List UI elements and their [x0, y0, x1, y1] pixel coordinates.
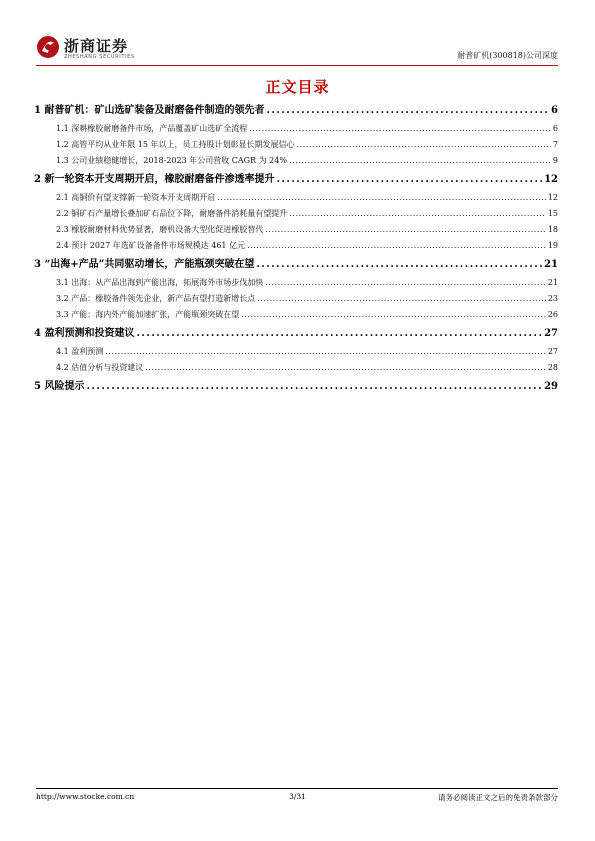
toc-leader-dots [145, 368, 546, 376]
toc-leader-dots [136, 334, 542, 344]
toc-entry-title: 2.4 预计 2027 年选矿设备备件市场规模达 461 亿元 [56, 241, 246, 250]
logo-subtitle: ZHESHANG SECURITIES [64, 54, 135, 60]
toc-entry-title: 1.2 高管平均从业年限 15 年以上，员工持股计划彰显长期发展信心 [56, 140, 295, 149]
toc-entry-page: 27 [547, 347, 558, 356]
toc-subsection[interactable] [56, 222, 558, 238]
toc-subsection[interactable] [56, 307, 558, 323]
toc-entry-title: 2.2 铜矿石产量增长叠加矿石品位下降，耐磨备件消耗量有望提升 [56, 209, 288, 218]
toc-entry-title: 4.1 盈利预测 [56, 347, 104, 356]
toc-entry-page: 7 [552, 140, 558, 149]
toc-subsection[interactable] [56, 206, 558, 222]
toc-entry-title: 1 耐普矿机：矿山选矿装备及耐磨备件制造的领先者 [34, 105, 265, 116]
logo-icon [36, 34, 60, 60]
toc-entry-page: 15 [547, 209, 558, 218]
toc-subsection[interactable] [56, 121, 558, 137]
toc-leader-dots [265, 230, 546, 238]
toc-subsection[interactable] [56, 190, 558, 206]
toc-leader-dots [247, 246, 546, 254]
toc-entry-page: 19 [547, 241, 558, 250]
toc-subsection[interactable] [56, 291, 558, 307]
report-label: 耐普矿机(300818)公司深度 [457, 51, 558, 60]
toc-leader-dots [297, 145, 551, 153]
toc-entry-title: 2.1 高铜价有望支撑新一轮资本开支周期开启 [56, 193, 216, 202]
toc-entry-page: 29 [544, 381, 558, 392]
toc-leader-dots [249, 129, 551, 137]
toc-subsection[interactable] [56, 137, 558, 153]
toc-entry-title: 2.3 橡胶耐磨材料优势显著，磨机设备大型化促进橡胶替代 [56, 225, 264, 234]
table-of-contents [34, 100, 558, 397]
company-logo [36, 32, 176, 66]
toc-section[interactable] [34, 100, 558, 121]
toc-entry-page: 21 [544, 259, 558, 270]
toc-subsection[interactable] [56, 153, 558, 169]
toc-entry-page: 6 [552, 124, 558, 133]
toc-section[interactable] [34, 169, 558, 190]
toc-title: 正文目录 [265, 78, 330, 96]
footer-divider [36, 788, 558, 789]
toc-entry-title: 3 “出海+产品”共同驱动增长，产能瓶颈突破在望 [34, 259, 255, 270]
toc-entry-page: 21 [547, 278, 558, 287]
toc-entry-title: 1.1 深耕橡胶耐磨备件市场，产品覆盖矿山选矿全流程 [56, 124, 248, 133]
toc-entry-title: 1.3 公司业绩稳健增长，2018-2023 年公司营收 CAGR 为 24% [56, 156, 287, 165]
toc-entry-title: 5 风险提示 [34, 381, 85, 392]
page-number: 3/31 [289, 792, 306, 801]
toc-entry-page: 18 [547, 225, 558, 234]
toc-entry-page: 12 [547, 193, 558, 202]
logo-text: 浙商证券 [64, 37, 129, 55]
toc-entry-page: 27 [544, 328, 558, 339]
toc-leader-dots [289, 161, 551, 169]
toc-leader-dots [265, 283, 546, 291]
toc-entry-title: 3.2 产品：橡胶备件领先企业，新产品有望打造新增长点 [56, 294, 256, 303]
toc-subsection[interactable] [56, 344, 558, 360]
header-divider [36, 65, 558, 66]
toc-leader-dots [241, 315, 546, 323]
toc-entry-title: 4.2 估值分析与投资建议 [56, 363, 144, 372]
toc-entry-title: 2 新一轮资本开支周期开启，橡胶耐磨备件渗透率提升 [34, 174, 275, 185]
toc-section[interactable] [34, 376, 558, 397]
toc-entry-title: 3.1 出海：从产品出海到产能出海，拓展海外市场步伐加快 [56, 278, 264, 287]
toc-leader-dots [289, 214, 546, 222]
toc-subsection[interactable] [56, 360, 558, 376]
toc-entry-page: 9 [552, 156, 558, 165]
toc-entry-page: 6 [551, 105, 558, 116]
toc-leader-dots [86, 387, 542, 397]
toc-leader-dots [266, 111, 549, 121]
page-header [36, 32, 558, 66]
toc-leader-dots [217, 198, 546, 206]
toc-subsection[interactable] [56, 238, 558, 254]
footer-disclaimer: 请务必阅读正文之后的免责条款部分 [438, 793, 558, 802]
toc-subsection[interactable] [56, 275, 558, 291]
toc-entry-page: 12 [544, 174, 558, 185]
toc-leader-dots [276, 180, 542, 190]
toc-section[interactable] [34, 323, 558, 344]
footer-url[interactable]: http://www.stocke.com.cn [36, 792, 135, 801]
toc-leader-dots [105, 352, 546, 360]
toc-entry-page: 26 [547, 310, 558, 319]
toc-leader-dots [257, 299, 546, 307]
toc-entry-title: 3.3 产能：海内外产能加速扩张，产能瓶颈突破在望 [56, 310, 240, 319]
toc-section[interactable] [34, 254, 558, 275]
toc-entry-title: 4 盈利预测和投资建议 [34, 328, 135, 339]
toc-leader-dots [256, 265, 542, 275]
toc-entry-page: 28 [547, 363, 558, 372]
toc-entry-page: 23 [547, 294, 558, 303]
